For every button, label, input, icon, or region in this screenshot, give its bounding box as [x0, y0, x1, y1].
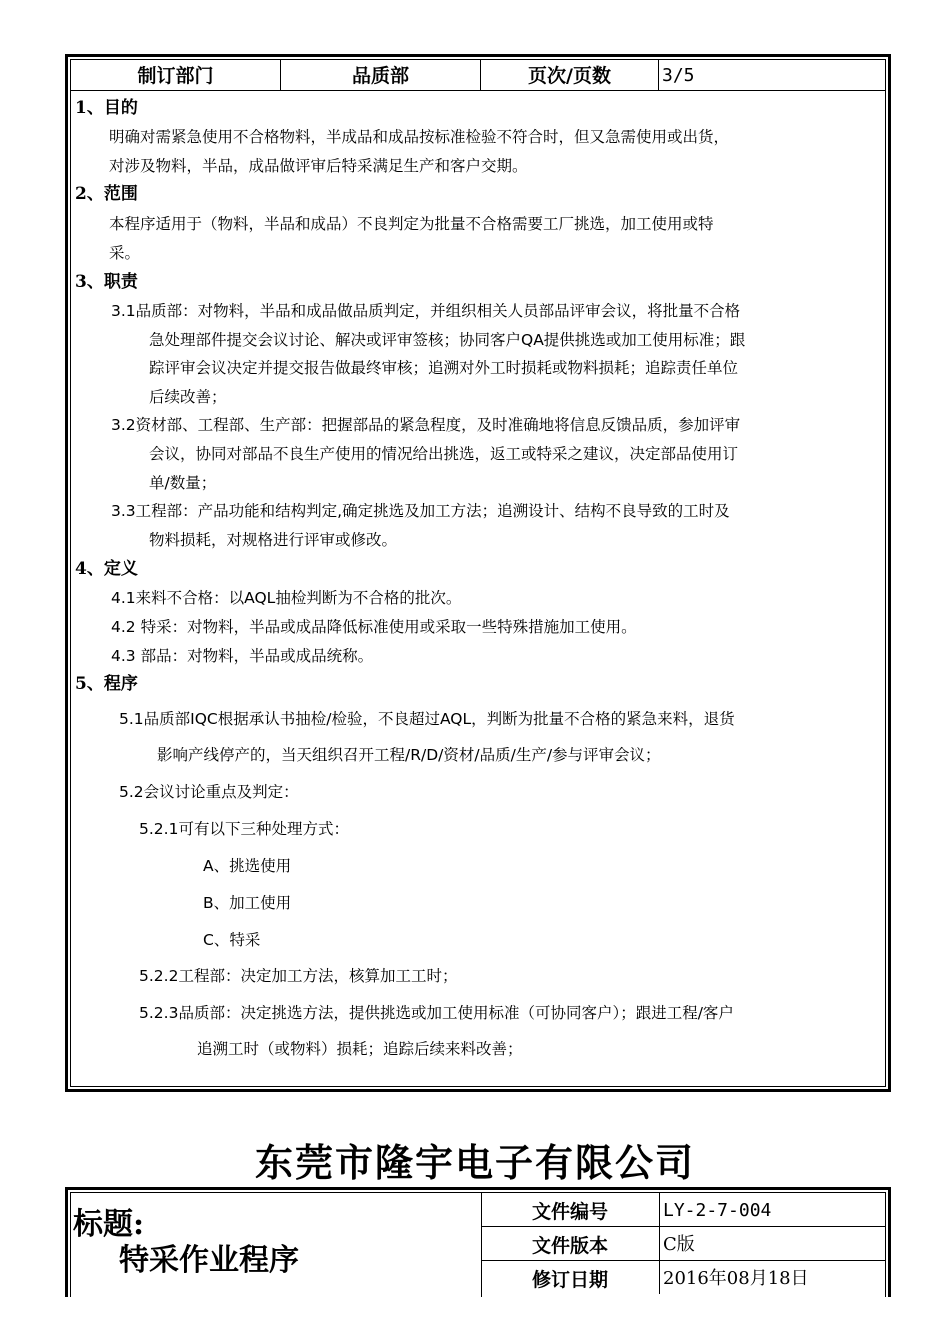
section-5-2-1: 5.2.1可有以下三种处理方式：: [139, 820, 349, 838]
version-row: [481, 1227, 885, 1261]
document-title: 特采作业程序: [119, 1243, 299, 1278]
section-3-1-line-4: 后续改善；: [149, 388, 227, 406]
page-value: 3/5: [662, 65, 695, 86]
section-2-line-1: 本程序适用于（物料，半品和成品）不良判定为批量不合格需要工厂挑选，加工使用或特: [109, 215, 714, 233]
section-3-1-line-3: 踪评审会议决定并提交报告做最终审核；追溯对外工时损耗或物料损耗；追踪责任单位: [149, 359, 739, 377]
doc-number-row: [481, 1193, 885, 1227]
title-cell: [71, 1193, 482, 1297]
section-5-2-2: 5.2.2工程部：决定加工方法，核算加工工时；: [139, 967, 458, 985]
document-info-table: [65, 1187, 891, 1297]
document-inner-frame: [70, 59, 886, 1087]
page-label: 页次/页数: [481, 60, 659, 90]
section-4-title: 4、定义: [75, 559, 138, 579]
option-a: A、挑选使用: [203, 857, 292, 875]
dept-label: 制订部门: [71, 60, 281, 90]
section-3-2-line-1: 3.2资材部、工程部、生产部：把握部品的紧急程度，及时准确地将信息反馈品质，参加评审: [111, 416, 741, 434]
revision-date-value: 2016年08月18日: [663, 1268, 809, 1289]
section-2-title: 2、范围: [75, 184, 138, 204]
section-3-3-line-1: 3.3工程部：产品功能和结构判定,确定挑选及加工方法；追溯设计、结构不良导致的工时及: [111, 502, 730, 520]
section-4-3: 4.3 部品：对物料，半品或成品统称。: [111, 647, 374, 665]
section-1-title: 1、目的: [75, 98, 138, 118]
revision-date-row: [481, 1261, 885, 1294]
title-label: 标题:: [73, 1207, 145, 1242]
option-b: B、加工使用: [203, 894, 292, 912]
section-5-2-3-line-2: 追溯工时（或物料）损耗；追踪后续来料改善；: [197, 1040, 523, 1058]
document-info-inner: [70, 1192, 886, 1297]
document-page-frame: [65, 54, 891, 1092]
section-5-title: 5、程序: [75, 674, 138, 694]
section-3-2-line-2: 会议，协同对部品不良生产使用的情况给出挑选，返工或特采之建议，决定部品使用订: [149, 445, 739, 463]
section-3-3-line-2: 物料损耗，对规格进行评审或修改。: [149, 531, 398, 549]
section-3-2-line-3: 单/数量；: [149, 474, 217, 492]
section-5-1-line-1: 5.1品质部IQC根据承认书抽检/检验，不良超过AQL，判断为批量不合格的紧急来料，退货: [119, 710, 735, 728]
section-1-line-1: 明确对需紧急使用不合格物料，半成品和成品按标准检验不符合时，但又急需使用或出货，: [109, 128, 730, 146]
option-c: C、特采: [203, 931, 261, 949]
section-5-1-line-2: 影响产线停产的，当天组织召开工程/R/D/资材/品质/生产/参与评审会议；: [157, 746, 661, 764]
section-3-title: 3、职责: [75, 272, 138, 292]
header-row: [71, 60, 885, 91]
version-label: 文件版本: [481, 1227, 660, 1260]
dept-value: 品质部: [281, 60, 481, 90]
company-name: 东莞市隆宇电子有限公司: [254, 1140, 695, 1185]
doc-number-label: 文件编号: [481, 1193, 660, 1226]
section-3-1-line-2: 急处理部件提交会议讨论、解决或评审签核；协同客户QA提供挑选或加工使用标准；跟: [149, 331, 746, 349]
section-3-1-line-1: 3.1品质部：对物料，半品和成品做品质判定，并组织相关人员部品评审会议，将批量不合格: [111, 302, 741, 320]
section-2-line-2: 采。: [109, 244, 141, 262]
section-5-2-3-line-1: 5.2.3品质部：决定挑选方法，提供挑选或加工使用标准（可协同客户）；跟进工程/客户: [139, 1004, 734, 1022]
doc-number-value: LY-2-7-004: [663, 1200, 772, 1221]
section-5-2: 5.2会议讨论重点及判定：: [119, 783, 299, 801]
section-1-line-2: 对涉及物料，半品，成品做评审后特采满足生产和客户交期。: [109, 157, 528, 175]
section-4-2: 4.2 特采：对物料，半品或成品降低标准使用或采取一些特殊措施加工使用。: [111, 618, 637, 636]
version-value: C版: [663, 1234, 695, 1255]
section-4-1: 4.1来料不合格：以AQL抽检判断为不合格的批次。: [111, 589, 462, 607]
revision-date-label: 修订日期: [481, 1261, 660, 1294]
